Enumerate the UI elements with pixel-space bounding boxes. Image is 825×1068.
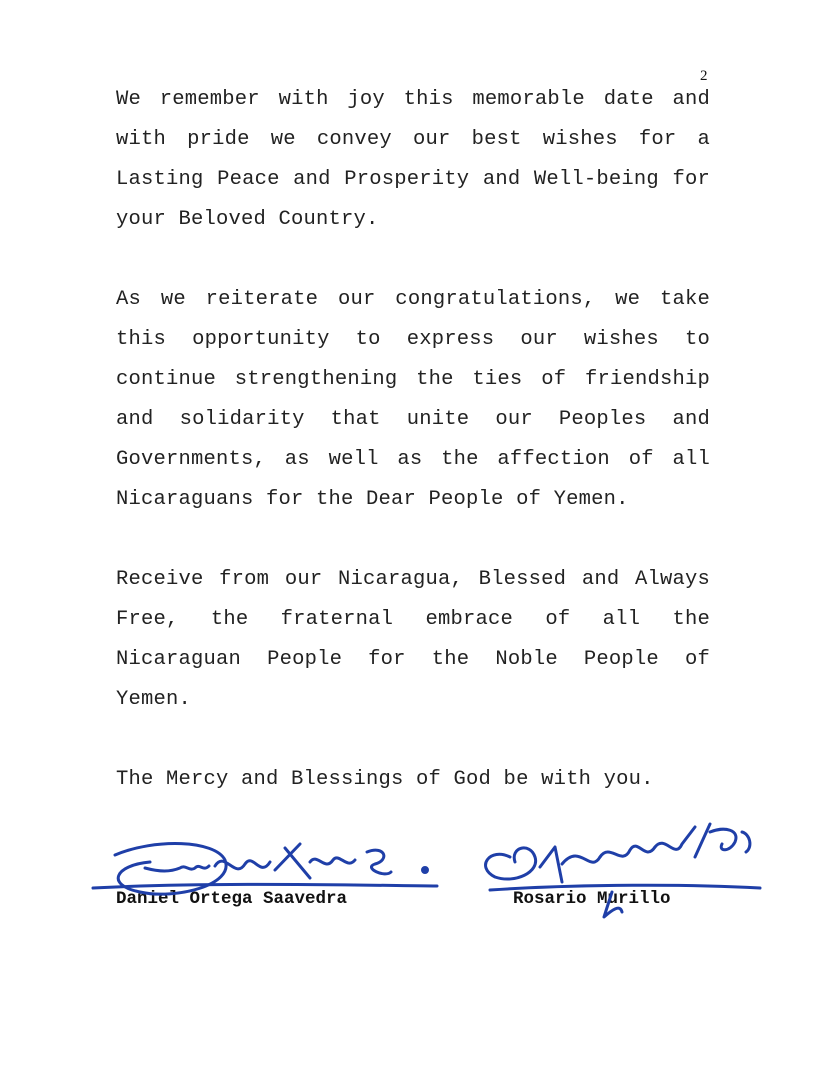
signature-right-image (470, 812, 770, 927)
signature-left-image (85, 830, 445, 920)
paragraph-blessing: The Mercy and Blessings of God be with you. (116, 768, 654, 791)
paragraph-wishes: We remember with joy this memorable date and with pride we convey our best wishes for a Lasting Peace and Prosperity and Well-being for your Beloved Country. (116, 88, 710, 231)
signatory-name-left: Daniel Ortega Saavedra (116, 889, 348, 909)
paragraph-embrace: Receive from our Nicaragua, Blessed and Always Free, the fraternal embrace of all the Nicaraguan People for the Noble People of Yemen. (116, 568, 710, 711)
paragraph-congratulations: As we reiterate our congratulations, we take this opportunity to express our wishes to continue strengthening the ties of friendship and solidarity that unite our Peoples and Governments, as well as the affection of all Nicaraguans for the Dear People of Yemen. (116, 288, 710, 511)
page-number: 2 (700, 68, 708, 84)
signatory-name-right: Rosario Murillo (513, 889, 671, 909)
letter-body (116, 80, 710, 840)
